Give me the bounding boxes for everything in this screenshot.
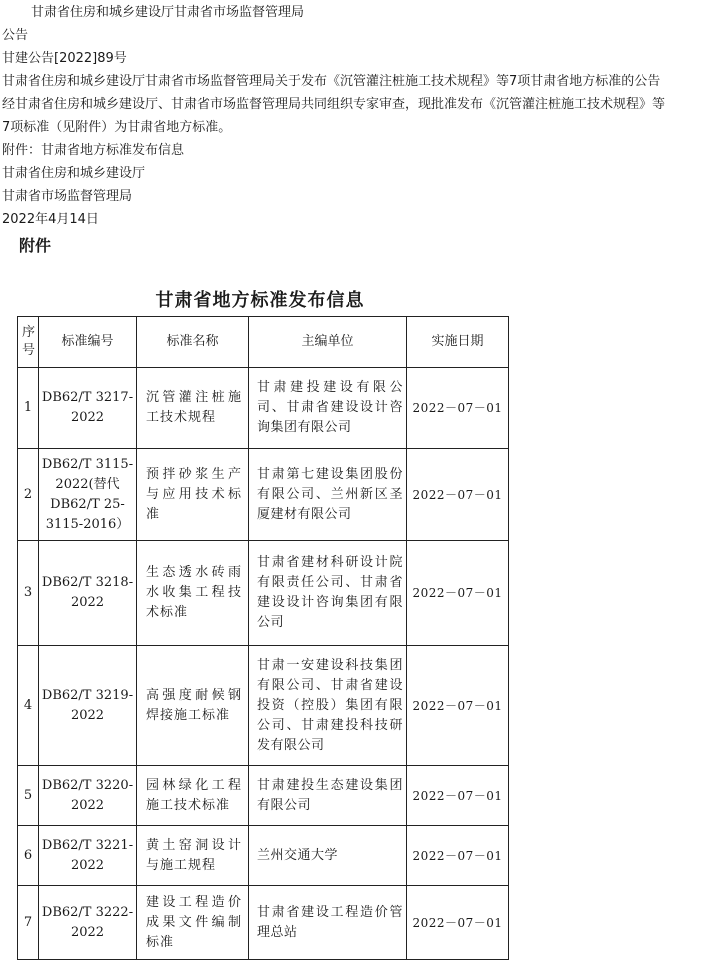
- row-date: 2022－07－01: [407, 368, 509, 449]
- row-index: 3: [18, 541, 39, 646]
- row-date: 2022－07－01: [407, 766, 509, 826]
- row-org: 甘肃建投生态建设集团有限公司: [249, 766, 407, 826]
- annex-label: 附件: [19, 236, 52, 255]
- row-org: 兰州交通大学: [249, 826, 407, 886]
- row-code: DB62/T 3217-2022: [39, 368, 137, 449]
- standards-table: [17, 316, 509, 960]
- col-name-header: 标准名称: [137, 317, 249, 368]
- issuers-line: 甘肃省住房和城乡建设厅甘肃省市场监督管理局: [31, 5, 305, 20]
- body-line-2: 7项标准（见附件）为甘肃省地方标准。: [2, 120, 232, 135]
- row-code: DB62/T 3220-2022: [39, 766, 137, 826]
- table-row: [18, 368, 509, 449]
- row-code: DB62/T 3115-2022(替代 DB62/T 25-3115-2016）: [39, 449, 137, 541]
- row-name: 生态透水砖雨水收集工程技术标准: [137, 541, 249, 646]
- row-index: 1: [18, 368, 39, 449]
- table-row: [18, 826, 509, 886]
- table-row: [18, 766, 509, 826]
- row-index: 5: [18, 766, 39, 826]
- table-row: [18, 646, 509, 766]
- body-line-1: 经甘肃省住房和城乡建设厅、甘肃省市场监督管理局共同组织专家审查，现批准发布《沉管灌注桩施工技术规程》等: [2, 97, 666, 112]
- col-org-header: 主编单位: [249, 317, 407, 368]
- row-code: DB62/T 3222-2022: [39, 886, 137, 960]
- table-row: [18, 541, 509, 646]
- issue-date: 2022年4月14日: [2, 212, 99, 227]
- row-name: 预拌砂浆生产与应用技术标准: [137, 449, 249, 541]
- row-date: 2022－07－01: [407, 541, 509, 646]
- col-index-header: 序号: [18, 317, 39, 368]
- row-name: 高强度耐候钢焊接施工标准: [137, 646, 249, 766]
- row-org: 甘肃一安建设科技集团有限公司、甘肃省建设投资（控股）集团有限公司、甘肃建投科技研发有限公司: [249, 646, 407, 766]
- table-row: [18, 886, 509, 960]
- attachment-note: 附件：甘肃省地方标准发布信息: [2, 143, 185, 158]
- row-date: 2022－07－01: [407, 826, 509, 886]
- table-row: [18, 449, 509, 541]
- row-name: 沉管灌注桩施工技术规程: [137, 368, 249, 449]
- row-index: 4: [18, 646, 39, 766]
- row-code: DB62/T 3218-2022: [39, 541, 137, 646]
- row-date: 2022－07－01: [407, 886, 509, 960]
- row-index: 6: [18, 826, 39, 886]
- table-title: 甘肃省地方标准发布信息: [155, 290, 365, 311]
- col-code-header: 标准编号: [39, 317, 137, 368]
- row-code: DB62/T 3219-2022: [39, 646, 137, 766]
- row-code: DB62/T 3221-2022: [39, 826, 137, 886]
- announcement-title: 甘肃省住房和城乡建设厅甘肃省市场监督管理局关于发布《沉管灌注桩施工技术规程》等7项甘肃省地方标准的公告: [2, 74, 661, 89]
- row-org: 甘肃第七建设集团股份有限公司、兰州新区圣厦建材有限公司: [249, 449, 407, 541]
- row-date: 2022－07－01: [407, 449, 509, 541]
- row-org: 甘肃省建设工程造价管理总站: [249, 886, 407, 960]
- row-org: 甘肃省建材科研设计院有限责任公司、甘肃省建设设计咨询集团有限公司: [249, 541, 407, 646]
- table-header-row: [18, 317, 509, 368]
- col-date-header: 实施日期: [407, 317, 509, 368]
- row-index: 7: [18, 886, 39, 960]
- doc-number: 甘建公告[2022]89号: [2, 51, 127, 66]
- row-org: 甘肃建投建设有限公司、甘肃省建设设计咨询集团有限公司: [249, 368, 407, 449]
- doc-type: 公告: [2, 28, 29, 43]
- signer-housing-dept: 甘肃省住房和城乡建设厅: [2, 166, 146, 181]
- row-name: 建设工程造价成果文件编制标准: [137, 886, 249, 960]
- row-name: 黄土窑洞设计与施工规程: [137, 826, 249, 886]
- row-index: 2: [18, 449, 39, 541]
- row-name: 园林绿化工程施工技术标准: [137, 766, 249, 826]
- row-date: 2022－07－01: [407, 646, 509, 766]
- signer-market-bureau: 甘肃省市场监督管理局: [2, 189, 133, 204]
